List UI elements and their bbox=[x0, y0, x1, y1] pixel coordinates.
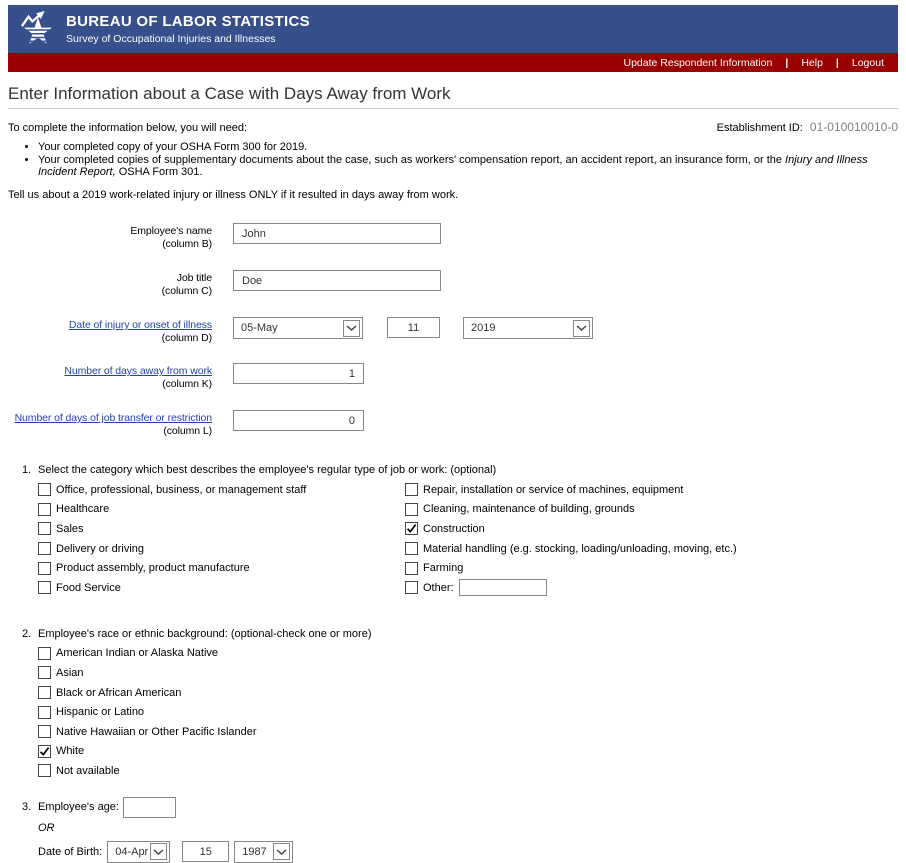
employee-age-input[interactable] bbox=[123, 797, 176, 818]
checkbox-row-farming bbox=[405, 558, 898, 578]
checkbox-label: Farming bbox=[423, 562, 464, 575]
checkmark-icon bbox=[405, 522, 418, 535]
field-row-job-title bbox=[8, 270, 898, 298]
dob-day-input[interactable] bbox=[182, 841, 229, 862]
checkbox-label: Hispanic or Latino bbox=[56, 706, 145, 719]
date-of-birth-row bbox=[38, 841, 898, 863]
nav-separator: | bbox=[835, 56, 839, 69]
checkbox-row-office-professional-business-or-management-staff bbox=[38, 480, 405, 500]
field-row-injury-date bbox=[8, 317, 898, 345]
checkbox-row-asian bbox=[38, 663, 898, 683]
requirements-list bbox=[38, 141, 898, 178]
checkbox-label: White bbox=[56, 745, 85, 758]
q1-right-column bbox=[405, 480, 898, 598]
employee-age-label: Employee's age: bbox=[38, 801, 119, 814]
chevron-down-icon bbox=[343, 320, 360, 337]
column-note: (column D) bbox=[161, 332, 212, 344]
checkbox-row-food-service bbox=[38, 578, 405, 598]
job-title-label: Job title (column C) bbox=[8, 270, 212, 298]
q2-options bbox=[38, 644, 898, 781]
nav-separator: | bbox=[785, 56, 789, 69]
checkbox-sales[interactable] bbox=[38, 522, 51, 535]
establishment-id-value: 01-010010010-0 bbox=[809, 120, 898, 134]
checkbox-row-sales bbox=[38, 519, 405, 539]
establishment-id-label: Establishment ID: bbox=[716, 122, 803, 134]
checkbox-asian[interactable] bbox=[38, 666, 51, 679]
question-2-text: Employee's race or ethnic background: (optional-check one or more) bbox=[38, 627, 372, 640]
checkbox-product-assembly-product-manufacture[interactable] bbox=[38, 562, 51, 575]
checkbox-label: Cleaning, maintenance of building, grounds bbox=[423, 503, 635, 516]
injury-date-help-link[interactable]: Date of injury or onset of illness bbox=[68, 319, 212, 331]
checkbox-construction[interactable] bbox=[405, 522, 418, 535]
job-transfer-input[interactable] bbox=[233, 410, 364, 431]
dob-year-select[interactable]: 1987 bbox=[234, 841, 293, 863]
question-3 bbox=[8, 797, 898, 863]
checkbox-label: Healthcare bbox=[56, 503, 110, 516]
checkbox-row-native-hawaiian-or-other-pacific-islander bbox=[38, 722, 898, 742]
checkbox-label: Repair, installation or service of machines, equipment bbox=[423, 483, 684, 496]
case-form bbox=[8, 223, 898, 438]
checkbox-row-healthcare bbox=[38, 500, 405, 520]
checkbox-row-american-indian-or-alaska-native bbox=[38, 644, 898, 664]
question-number: 2. bbox=[22, 627, 32, 640]
checkbox-row-other bbox=[405, 578, 898, 598]
question-1-text: Select the category which best describes the employee's regular type of job or work: (optional) bbox=[38, 464, 497, 476]
or-text: OR bbox=[38, 821, 55, 834]
chevron-down-icon bbox=[150, 843, 167, 860]
agency-title: BUREAU OF LABOR STATISTICS bbox=[66, 13, 310, 30]
checkbox-label: Native Hawaiian or Other Pacific Islander bbox=[56, 725, 257, 738]
nav-logout[interactable]: Logout bbox=[851, 56, 884, 69]
checkbox-not-available[interactable] bbox=[38, 764, 51, 777]
checkbox-row-repair-installation-or-service-of-machines-equipment bbox=[405, 480, 898, 500]
column-note: (column C) bbox=[161, 285, 212, 297]
checkbox-label: Other: bbox=[423, 581, 454, 594]
checkbox-label: Not available bbox=[56, 764, 120, 777]
checkbox-row-hispanic-or-latino bbox=[38, 702, 898, 722]
checkbox-label: Black or African American bbox=[56, 686, 182, 699]
page-title: Enter Information about a Case with Days Away from Work bbox=[8, 84, 898, 109]
employee-name-label: Employee's name (column B) bbox=[8, 223, 212, 251]
nav-update-respondent-information[interactable]: Update Respondent Information bbox=[623, 56, 773, 69]
employee-name-input[interactable] bbox=[233, 223, 441, 244]
days-away-help-link[interactable]: Number of days away from work bbox=[64, 365, 212, 377]
checkbox-label: Delivery or driving bbox=[56, 542, 145, 555]
checkbox-label: Product assembly, product manufacture bbox=[56, 562, 250, 575]
nav-help[interactable]: Help bbox=[801, 56, 823, 69]
injury-day-input[interactable] bbox=[387, 317, 440, 338]
checkbox-repair-installation-or-service-of-machines-equipment[interactable] bbox=[405, 483, 418, 496]
dob-month-select[interactable]: 04-Apr bbox=[107, 841, 170, 863]
checkbox-american-indian-or-alaska-native[interactable] bbox=[38, 647, 51, 660]
injury-date-label bbox=[8, 317, 212, 345]
days-away-label bbox=[8, 363, 212, 391]
bls-star-logo-icon bbox=[18, 11, 58, 47]
header bbox=[8, 5, 898, 53]
injury-month-select[interactable]: 05-May bbox=[233, 317, 363, 339]
checkbox-delivery-or-driving[interactable] bbox=[38, 542, 51, 555]
checkbox-label: Office, professional, business, or management staff bbox=[56, 483, 307, 496]
injury-year-select[interactable]: 2019 bbox=[463, 317, 593, 339]
establishment-id-row bbox=[717, 120, 898, 134]
checkbox-office-professional-business-or-management-staff[interactable] bbox=[38, 483, 51, 496]
checkbox-hispanic-or-latino[interactable] bbox=[38, 706, 51, 719]
checkbox-row-material-handling-e-g-stocking-loading-unloading-moving-etc bbox=[405, 539, 898, 559]
checkbox-farming[interactable] bbox=[405, 562, 418, 575]
checkbox-black-or-african-american[interactable] bbox=[38, 686, 51, 699]
checkbox-label: American Indian or Alaska Native bbox=[56, 647, 219, 660]
checkbox-label: Construction bbox=[423, 522, 485, 535]
checkbox-row-delivery-or-driving bbox=[38, 539, 405, 559]
checkbox-label: Asian bbox=[56, 666, 84, 679]
requirement-item: • Your completed copy of your OSHA Form 300 for 2019. bbox=[38, 141, 898, 153]
question-1 bbox=[8, 464, 898, 598]
survey-subtitle: Survey of Occupational Injuries and Illnesses bbox=[66, 33, 276, 45]
checkbox-row-not-available bbox=[38, 761, 898, 781]
dob-label: Date of Birth: bbox=[38, 845, 103, 858]
checkbox-other[interactable] bbox=[405, 581, 418, 594]
column-note: (column K) bbox=[162, 378, 212, 390]
checkbox-row-construction bbox=[405, 519, 898, 539]
field-row-days-away bbox=[8, 363, 898, 391]
job-transfer-help-link[interactable]: Number of days of job transfer or restriction bbox=[14, 412, 212, 424]
days-away-input[interactable] bbox=[233, 363, 364, 384]
checkbox-label: Food Service bbox=[56, 581, 121, 594]
question-number: 3. bbox=[22, 801, 32, 814]
column-note: (column B) bbox=[162, 238, 212, 250]
job-transfer-label bbox=[8, 410, 212, 438]
checkbox-row-cleaning-maintenance-of-building-grounds bbox=[405, 500, 898, 520]
checkbox-row-product-assembly-product-manufacture bbox=[38, 558, 405, 578]
field-row-employee-name bbox=[8, 223, 898, 251]
field-row-job-transfer bbox=[8, 410, 898, 438]
requirement-item: • Your completed copies of supplementary documents about the case, such as workers' compensation report, an accident report, an insurance form, or the Injury and Illness Incident Report, OSHA Form 301. bbox=[38, 154, 898, 178]
question-number: 1. bbox=[22, 464, 32, 476]
column-note: (column L) bbox=[163, 425, 212, 437]
q1-left-column bbox=[38, 480, 405, 598]
chevron-down-icon bbox=[273, 843, 290, 860]
checkbox-cleaning-maintenance-of-building-grounds[interactable] bbox=[405, 503, 418, 516]
chevron-down-icon bbox=[573, 320, 590, 337]
checkbox-row-black-or-african-american bbox=[38, 683, 898, 703]
other-text-input[interactable] bbox=[459, 579, 547, 596]
job-title-input[interactable] bbox=[233, 270, 441, 291]
incident-report-italic: Injury and Illness Incident Report, bbox=[38, 154, 868, 178]
checkbox-food-service[interactable] bbox=[38, 581, 51, 594]
intro-text: To complete the information below, you will need: bbox=[8, 122, 248, 134]
checkbox-label: Material handling (e.g. stocking, loading/unloading, moving, etc.) bbox=[423, 542, 737, 555]
checkbox-healthcare[interactable] bbox=[38, 503, 51, 516]
checkmark-icon bbox=[38, 745, 51, 758]
checkbox-label: Sales bbox=[56, 522, 84, 535]
checkbox-material-handling-e-g-stocking-loading-unloading-moving-etc[interactable] bbox=[405, 542, 418, 555]
checkbox-white[interactable] bbox=[38, 745, 51, 758]
instruction-text: Tell us about a 2019 work-related injury or illness ONLY if it resulted in days away from work. bbox=[8, 189, 459, 201]
checkbox-native-hawaiian-or-other-pacific-islander[interactable] bbox=[38, 725, 51, 738]
checkbox-row-white bbox=[38, 742, 898, 762]
top-nav-bar bbox=[8, 53, 898, 72]
question-2 bbox=[8, 628, 898, 781]
